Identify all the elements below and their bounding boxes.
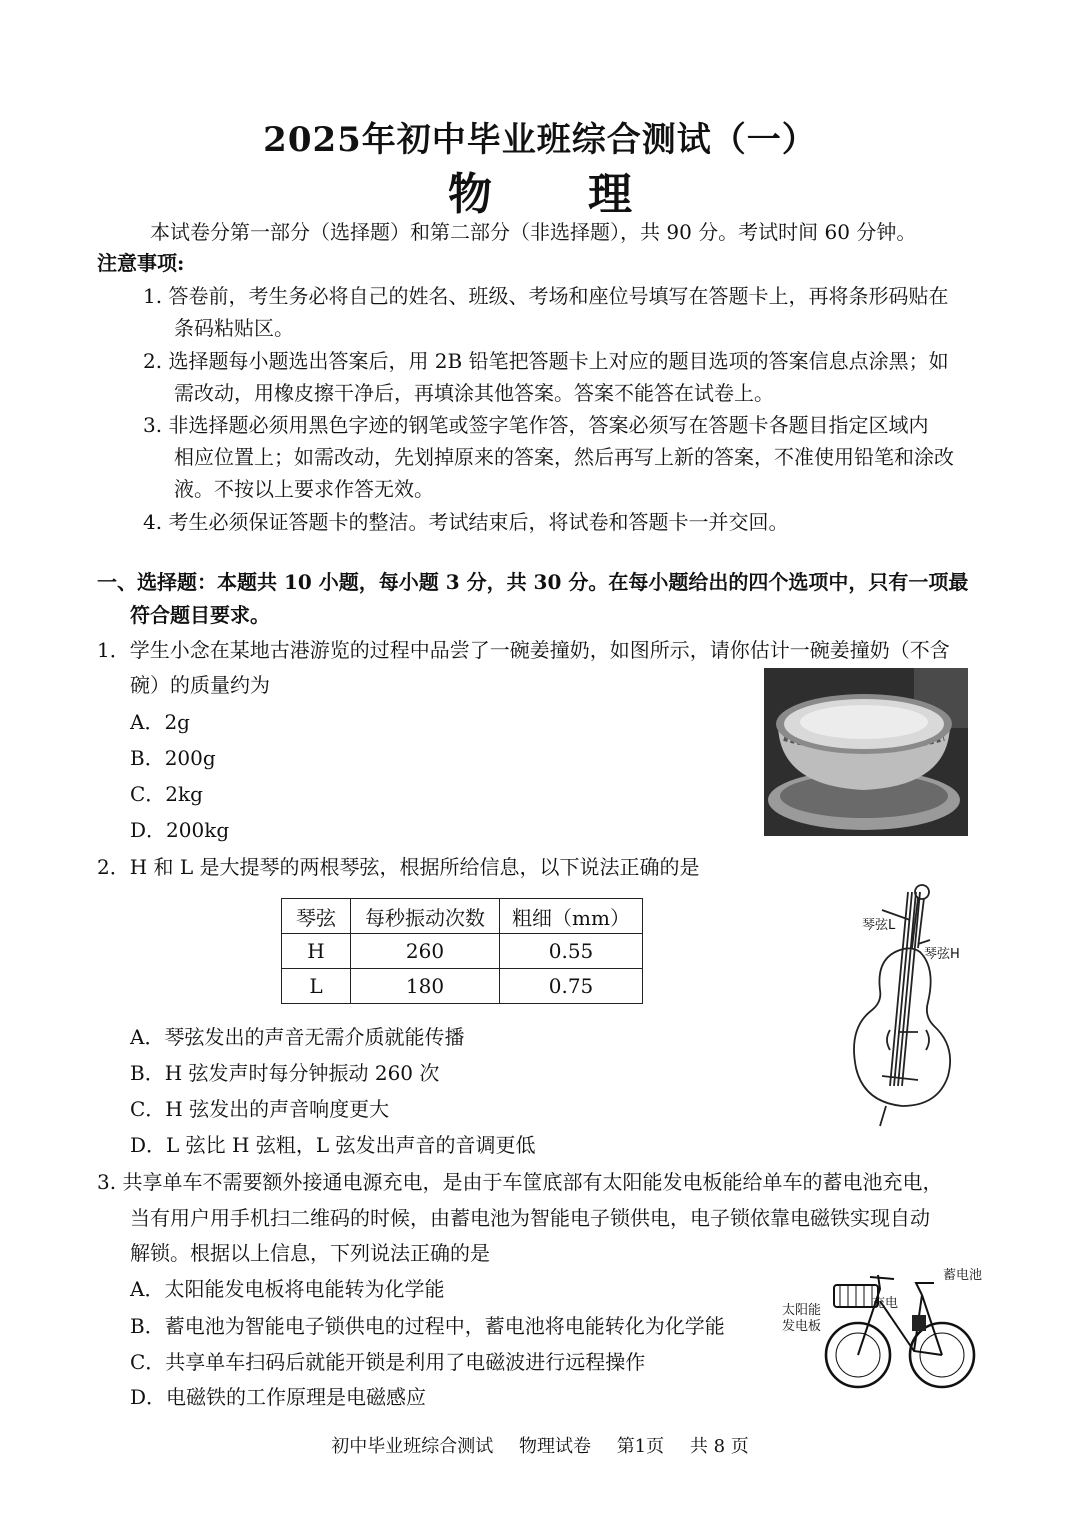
intro-text: 本试卷分第一部分（选择题）和第二部分（非选择题），共 90 分。考试时间 60 分钟。 <box>150 220 917 244</box>
footer-exam: 初中毕业班综合测试 <box>331 1436 494 1457</box>
ginger-milk-bowl-photo <box>764 668 968 836</box>
table-cell: 0.55 <box>500 934 643 969</box>
label-battery: 蓄电池 <box>943 1268 983 1283</box>
q3-option-b: B．蓄电池为智能电子锁供电的过程中，蓄电池将电能转化为化学能 <box>130 1314 725 1338</box>
q1-option-b: B．200g <box>130 746 216 770</box>
label-solar-panel-1: 太阳能 <box>782 1303 822 1318</box>
notice-heading: 注意事项: <box>97 251 185 275</box>
notice-line: 需改动，用橡皮擦干净后，再填涂其他答案。答案不能答在试卷上。 <box>174 381 774 405</box>
exam-title: 2025年初中毕业班综合测试（一） <box>263 120 817 160</box>
subject-title <box>0 158 1080 222</box>
section-heading-cont: 符合题目要求。 <box>130 603 270 627</box>
table-row <box>282 934 643 969</box>
notice-line: 液。不按以上要求作答无效。 <box>174 477 434 501</box>
table-row <box>282 969 643 1004</box>
notice-line: 2. 选择题每小题选出答案后，用 2B 铅笔把答题卡上对应的题目选项的答案信息点涂黑；如 <box>143 349 949 373</box>
notice-line: 条码粘贴区。 <box>174 316 294 340</box>
string-data-table <box>281 898 643 1004</box>
label-string-h: 琴弦H <box>924 947 960 962</box>
q1-option-a: A．2g <box>130 710 190 734</box>
table-header-cell: 粗细（mm） <box>500 899 643 934</box>
page-footer <box>0 1432 1080 1458</box>
q1-option-c: C．2kg <box>130 782 203 806</box>
q3-option-d: D．电磁铁的工作原理是电磁感应 <box>130 1385 427 1409</box>
label-charge: 充电 <box>872 1296 899 1311</box>
q3-option-c: C．共享单车扫码后就能开锁是利用了电磁波进行远程操作 <box>130 1350 646 1374</box>
table-cell: L <box>282 969 351 1004</box>
q2-stem: 2．H 和 L 是大提琴的两根琴弦，根据所给信息，以下说法正确的是 <box>97 855 700 879</box>
q1-stem-cont: 碗）的质量约为 <box>130 673 270 697</box>
q3-stem: 3. 共享单车不需要额外接通电源充电，是由于车筐底部有太阳能发电板能给单车的蓄电池充电， <box>97 1170 943 1194</box>
footer-total: 共 8 页 <box>689 1436 749 1457</box>
notice-line: 4. 考生必须保证答题卡的整洁。考试结束后，将试卷和答题卡一并交回。 <box>143 510 789 534</box>
section-heading: 一、选择题：本题共 10 小题，每小题 3 分，共 30 分。在每小题给出的四个选项中，只有一项最 <box>97 570 969 594</box>
table-cell: 180 <box>351 969 500 1004</box>
label-solar-panel-2: 发电板 <box>782 1319 822 1334</box>
table-header-cell: 每秒振动次数 <box>351 899 500 934</box>
table-cell: H <box>282 934 351 969</box>
q2-option-d: D．L 弦比 H 弦粗，L 弦发出声音的音调更低 <box>130 1133 536 1157</box>
subject-char-2: 理 <box>588 169 632 220</box>
notice-line: 1. 答卷前，考生务必将自己的姓名、班级、考场和座位号填写在答题卡上，再将条形码贴在 <box>143 284 949 308</box>
label-string-l: 琴弦L <box>862 918 896 933</box>
q2-option-c: C．H 弦发出的声音响度更大 <box>130 1097 390 1121</box>
footer-paper: 物理试卷 <box>518 1436 591 1457</box>
notice-line: 相应位置上；如需改动，先划掉原来的答案，然后再写上新的答案，不准使用铅笔和涂改 <box>174 445 954 469</box>
subject-char-1: 物 <box>448 169 492 220</box>
table-cell: 0.75 <box>500 969 643 1004</box>
table-header-row <box>282 899 643 934</box>
q1-stem: 1．学生小念在某地古港游览的过程中品尝了一碗姜撞奶，如图所示，请你估计一碗姜撞奶（不含 <box>97 638 950 662</box>
q1-option-d: D．200kg <box>130 818 230 842</box>
table-header-cell: 琴弦 <box>282 899 351 934</box>
q3-option-a: A．太阳能发电板将电能转为化学能 <box>130 1277 445 1301</box>
cello-illustration <box>820 880 980 1130</box>
footer-page: 第1页 <box>616 1436 665 1457</box>
q3-stem-cont: 当有用户用手机扫二维码的时候，由蓄电池为智能电子锁供电，电子锁依靠电磁铁实现自动 <box>130 1206 930 1230</box>
q2-option-a: A．琴弦发出的声音无需介质就能传播 <box>130 1025 465 1049</box>
notice-line: 3. 非选择题必须用黑色字迹的钢笔或签字笔作答，答案必须写在答题卡各题目指定区域内 <box>143 413 929 437</box>
q2-option-b: B．H 弦发声时每分钟振动 260 次 <box>130 1061 440 1085</box>
q3-stem-cont: 解锁。根据以上信息，下列说法正确的是 <box>130 1241 490 1265</box>
table-cell: 260 <box>351 934 500 969</box>
